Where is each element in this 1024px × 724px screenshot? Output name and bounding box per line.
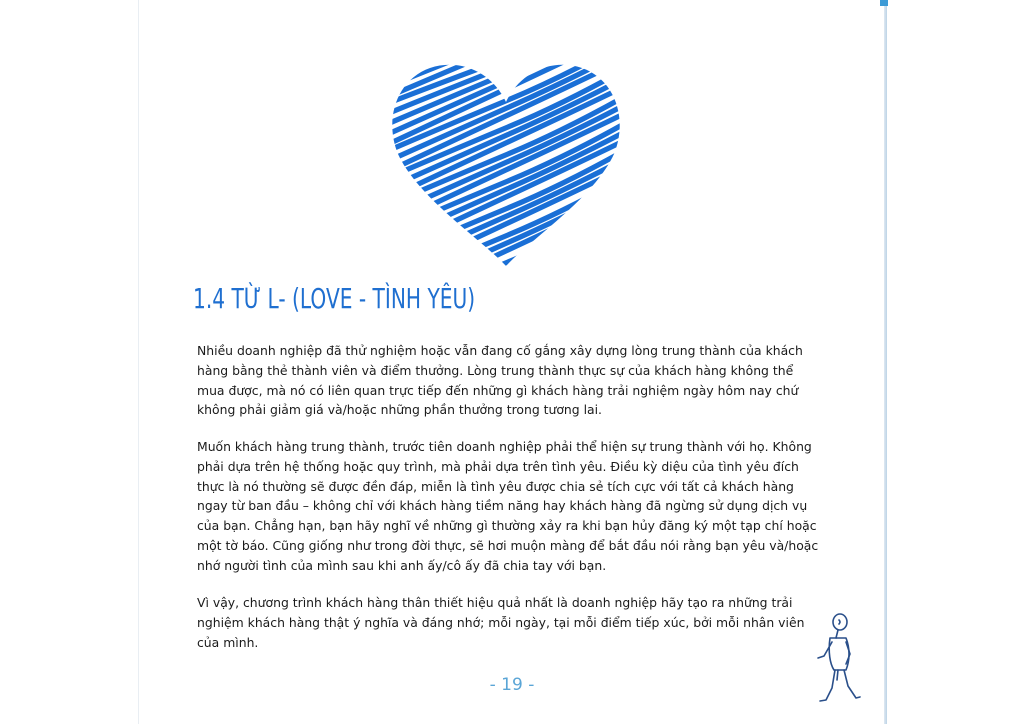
heart-stroke (388, 188, 624, 270)
page-number: - 19 - (489, 675, 535, 695)
page-edge-left (138, 0, 139, 724)
page-edge-right (884, 0, 887, 724)
paragraph-3 (197, 593, 819, 652)
heart-stroke (388, 269, 624, 270)
heart-stroke (388, 58, 624, 64)
corner-mark (880, 0, 888, 6)
paragraph-text: Muốn khách hàng trung thành, trước tiên doanh nghiệp phải thể hiện sự trung thành với họ. Không phải dựa trên hệ thống hoặc quy trình, mà phải dựa trên tình yêu. Điều kỳ diệu của tình yêu đích thực là nó thường sẽ được đền đáp, miễn là tình yêu được chia sẻ tích cực với tất cả khách hàng ngay từ ban đầu – không chỉ với khách hàng tiềm năng hay khách hàng đã ngừng sử dụng dịch vụ của bạn. Chẳng hạn, bạn hãy nghĩ về những gì thường xảy ra khi bạn hủy đăng ký một tạp chí hoặc một tờ báo. Cũng giống như trong đời thực, sẽ hơi muộn màng để bắt đầu nói rằng bạn yêu và/hoặc nhớ người tình của mình sau khi anh ấy/cô ấy đã chia tay với bạn. (197, 439, 819, 573)
walking-person-icon (810, 608, 866, 708)
paragraph-1 (197, 341, 819, 420)
paragraph-text: Nhiều doanh nghiệp đã thử nghiệm hoặc vẫn đang cố gắng xây dựng lòng trung thành của khách hàng bằng thẻ thành viên và điểm thưởng. Lòng trung thành thực sự của khách hàng không thể mua được, mà nó có liên quan trực tiếp đến những gì khách hàng trải nghiệm ngày hôm nay chứ không phải giảm giá và/hoặc những phần thưởng trong tương lai. (197, 343, 803, 418)
heart-icon (388, 58, 624, 270)
section-title: 1.4 TỪ L- (LOVE - TÌNH YÊU) (193, 282, 476, 315)
paragraph-text: Vì vậy, chương trình khách hàng thân thiết hiệu quả nhất là doanh nghiệp hãy tạo ra những trải nghiệm khách hàng thật ý nghĩa và đáng nhớ; mỗi ngày, tại mỗi điểm tiếp xúc, bởi mỗi nhân viên của mình. (197, 595, 805, 650)
paragraph-2 (197, 437, 819, 576)
